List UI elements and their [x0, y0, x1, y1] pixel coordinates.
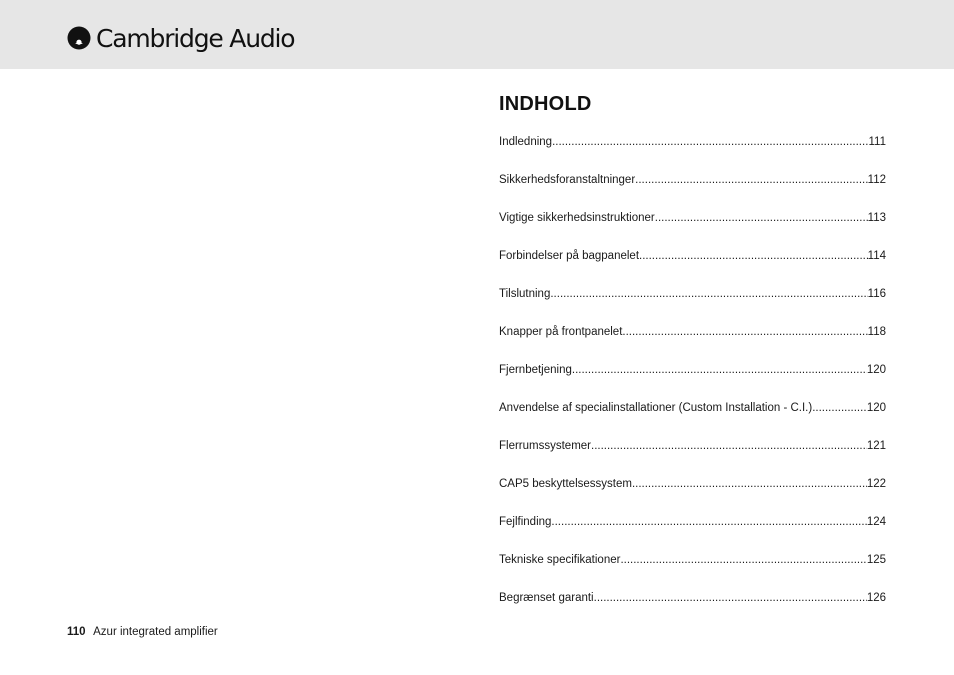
- toc-entry-label: Flerrumssystemer: [499, 440, 592, 452]
- toc-entry-label: Tekniske specifikationer: [499, 554, 621, 566]
- footer-page-number: 110: [67, 626, 86, 638]
- toc-entry-label: Fjernbetjening: [499, 364, 572, 376]
- table-of-contents: [499, 131, 886, 625]
- toc-entry: [499, 131, 886, 169]
- toc-entry: [499, 397, 886, 435]
- toc-entry: [499, 587, 886, 625]
- toc-dot-leader: [812, 397, 867, 419]
- header-band: [0, 0, 954, 69]
- toc-entry: [499, 473, 886, 511]
- toc-dot-leader: [552, 131, 868, 153]
- toc-entry-page: 118: [867, 326, 886, 338]
- toc-entry-label: Knapper på frontpanelet: [499, 326, 623, 338]
- toc-entry-page: 122: [866, 478, 886, 490]
- toc-entry-page: 121: [866, 440, 886, 452]
- toc-entry: [499, 359, 886, 397]
- toc-entry-page: 113: [867, 212, 886, 224]
- toc-entry-label: Forbindelser på bagpanelet: [499, 250, 640, 262]
- page-title: INDHOLD: [499, 93, 592, 115]
- toc-entry-page: 114: [867, 250, 886, 262]
- brand-logo: [67, 20, 294, 56]
- toc-dot-leader: [551, 511, 866, 533]
- toc-dot-leader: [620, 549, 866, 571]
- brand-name: Cambridge Audio: [96, 23, 295, 53]
- page-footer: [67, 624, 218, 640]
- toc-dot-leader: [622, 321, 867, 343]
- toc-entry-page: 111: [868, 136, 886, 148]
- toc-entry-page: 124: [866, 516, 886, 528]
- toc-entry-label: Indledning: [499, 136, 553, 148]
- toc-entry-page: 116: [867, 288, 886, 300]
- toc-entry-label: Anvendelse af specialinstallationer (Custom Installation - C.I.): [499, 402, 813, 414]
- toc-dot-leader: [635, 169, 867, 191]
- toc-entry: [499, 511, 886, 549]
- toc-entry: [499, 549, 886, 587]
- toc-dot-leader: [655, 207, 868, 229]
- toc-entry-label: Sikkerhedsforanstaltninger: [499, 174, 636, 186]
- toc-dot-leader: [550, 283, 867, 305]
- toc-entry: [499, 321, 886, 359]
- toc-dot-leader: [572, 359, 867, 381]
- toc-entry-label: Vigtige sikkerhedsinstruktioner: [499, 212, 655, 224]
- footer-product-name: Azur integrated amplifier: [93, 626, 218, 638]
- cambridge-audio-logo-icon: [67, 26, 91, 50]
- toc-entry-page: 126: [866, 592, 886, 604]
- toc-entry-label: CAP5 beskyttelsessystem: [499, 478, 632, 490]
- toc-entry-label: Tilslutning: [499, 288, 551, 300]
- toc-entry: [499, 435, 886, 473]
- toc-dot-leader: [594, 587, 867, 609]
- toc-entry-page: 120: [866, 402, 886, 414]
- toc-dot-leader: [639, 245, 868, 267]
- toc-entry: [499, 169, 886, 207]
- toc-dot-leader: [632, 473, 867, 495]
- toc-entry-page: 120: [866, 364, 886, 376]
- toc-entry: [499, 245, 886, 283]
- toc-entry-label: Begrænset garanti: [499, 592, 594, 604]
- toc-entry: [499, 207, 886, 245]
- toc-dot-leader: [591, 435, 867, 457]
- toc-entry-page: 112: [867, 174, 886, 186]
- toc-entry: [499, 283, 886, 321]
- toc-entry-page: 125: [866, 554, 886, 566]
- toc-entry-label: Fejlfinding: [499, 516, 552, 528]
